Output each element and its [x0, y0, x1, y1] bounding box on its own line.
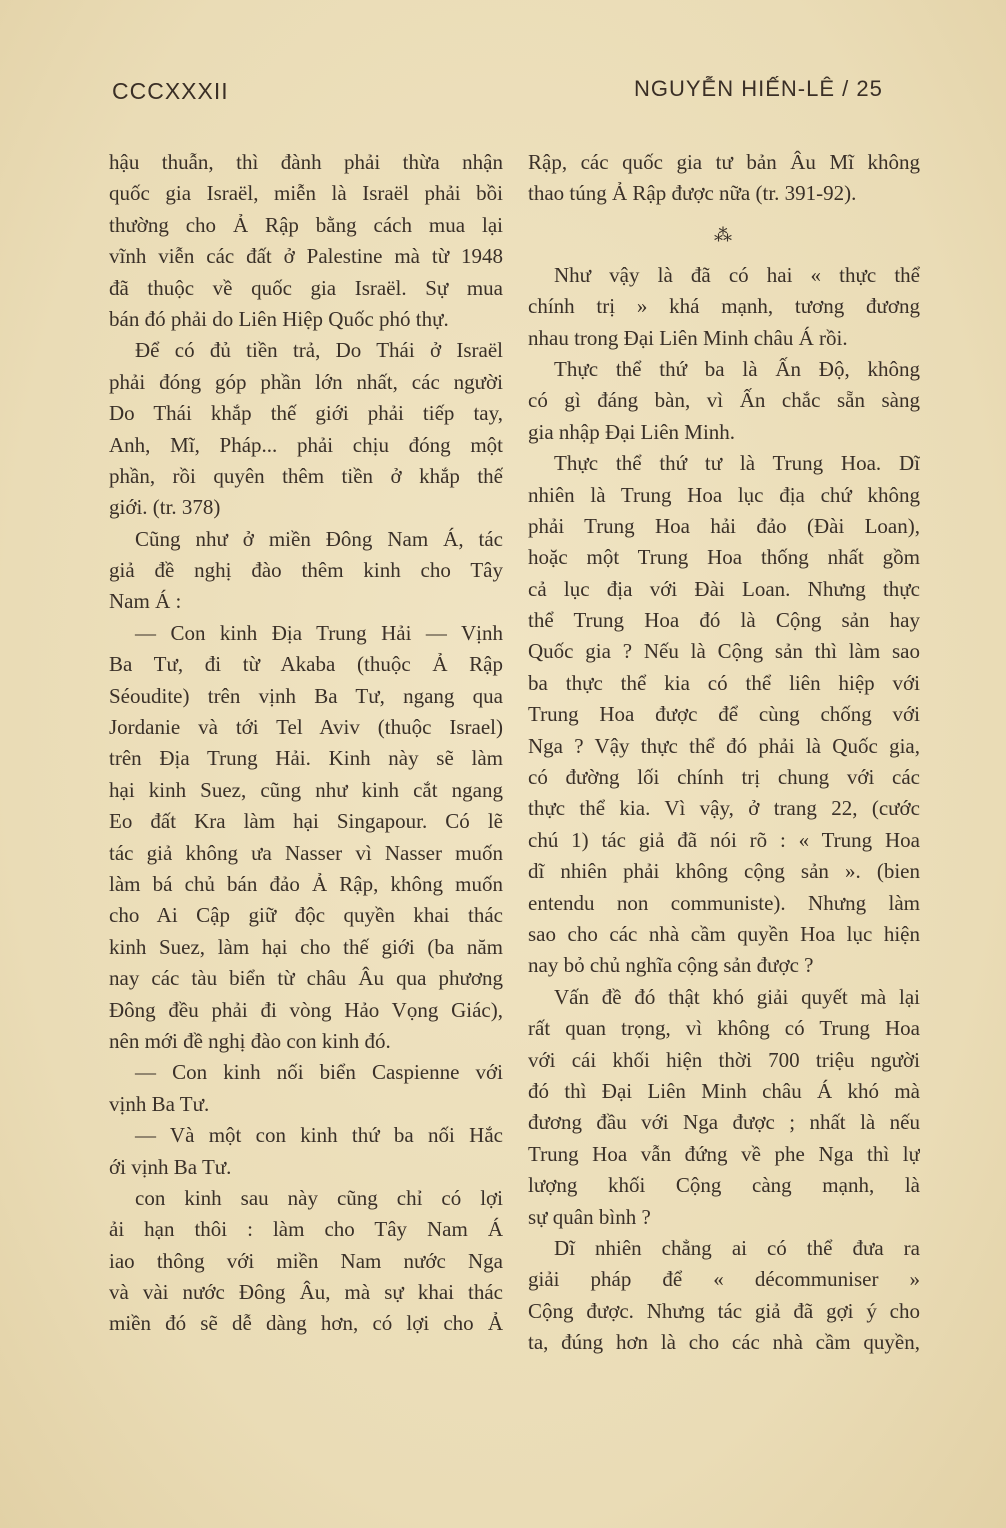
- text-line: giới. (tr. 378): [109, 495, 221, 520]
- text-line: ta, đúng hơn là cho các nhà cầm quyền,: [528, 1330, 920, 1355]
- text-line: Thực thể thứ tư là Trung Hoa. Dĩ: [554, 451, 920, 476]
- text-line: giải pháp để « décommuniser »: [528, 1267, 920, 1292]
- text-line: vĩnh viễn các đất ở Palestine mà từ 1948: [109, 244, 503, 269]
- text-line: Đông đều phải đi vòng Hảo Vọng Giác),: [109, 997, 503, 1022]
- text-line: Séoudite) trên vịnh Ba Tư, ngang qua: [109, 683, 503, 708]
- text-line: Jordanie và tới Tel Aviv (thuộc Israel): [109, 715, 503, 740]
- text-line: dĩ nhiên phải không cộng sản ». (bien: [528, 859, 920, 884]
- text-line: entendu non communiste). Nhưng làm: [528, 890, 920, 915]
- text-line: giả đề nghị đào thêm kinh cho Tây: [109, 558, 503, 583]
- text-line: vịnh Ba Tư.: [109, 1091, 210, 1116]
- text-line: ba thực thể kia có thể liên hiệp với: [528, 670, 920, 695]
- text-line: miền đó sẽ dễ dàng hơn, có lợi cho Ả: [109, 1311, 503, 1336]
- text-line: — Con kinh Địa Trung Hải — Vịnh: [135, 620, 503, 645]
- left-column: [109, 147, 503, 1340]
- text-line: Dĩ nhiên chẳng ai có thể đưa ra: [554, 1235, 920, 1260]
- text-line: gia nhập Đại Liên Minh.: [528, 419, 736, 444]
- right-column: [528, 147, 920, 1358]
- page-header-right: NGUYỄN HIẾN-LÊ / 25: [634, 76, 883, 101]
- text-line: hoặc một Trung Hoa thống nhất gồm: [528, 545, 920, 570]
- text-line: Eo đất Kra làm hại Singapour. Có lẽ: [109, 809, 503, 834]
- text-line: tác giả không ưa Nasser vì Nasser muốn: [109, 840, 503, 865]
- text-line: Vấn đề đó thật khó giải quyết mà lại: [554, 984, 920, 1009]
- text-line: nhau trong Đại Liên Minh châu Á rồi.: [528, 325, 848, 350]
- text-line: có đường lối chính trị chung với các: [528, 765, 920, 790]
- text-line: con kinh sau này cũng chỉ có lợi: [135, 1185, 503, 1210]
- text-line: với cái khối hiện thời 700 triệu người: [528, 1047, 920, 1072]
- text-line: hại kinh Suez, cũng như kinh cắt ngang: [109, 777, 503, 802]
- text-line: sao cho các nhà cầm quyền Hoa lục hiện: [528, 921, 920, 946]
- text-line: Trung Hoa vẫn đứng về phe Nga thì lự: [528, 1141, 920, 1166]
- text-line: có gì đáng bàn, vì Ấn chắc sẵn sàng: [528, 388, 920, 413]
- text-line: nên mới đề nghị đào con kinh đó.: [109, 1028, 391, 1053]
- right-column-bottom-text: [528, 260, 920, 1359]
- section-separator: ⁂: [714, 224, 734, 245]
- text-line: rất quan trọng, vì không có Trung Hoa: [528, 1016, 920, 1041]
- text-line: thao túng Ả Rập được nữa (tr. 391-92).: [528, 181, 857, 206]
- text-line: và vài nước Đông Âu, mà sự khai thác: [109, 1280, 503, 1305]
- text-line: phần, rồi quyên thêm tiền ở khắp thế: [109, 463, 503, 488]
- text-line: kinh Suez, làm hại cho thế giới (ba năm: [109, 934, 503, 959]
- text-line: sự quân bình ?: [528, 1204, 651, 1229]
- text-line: trên Địa Trung Hải. Kinh này sẽ làm: [109, 746, 503, 771]
- text-line: thực thể kia. Vì vậy, ở trang 22, (cước: [528, 796, 920, 821]
- text-line: ải hạn thôi : làm cho Tây Nam Á: [109, 1217, 503, 1242]
- text-line: cho Ai Cập giữ độc quyền khai thác: [109, 903, 503, 928]
- text-line: Trung Hoa được để cùng chống với: [528, 702, 920, 727]
- text-line: phải Trung Hoa hải đảo (Đài Loan),: [528, 513, 920, 538]
- text-line: phải đóng góp phần lớn nhất, các người: [109, 369, 503, 394]
- text-line: chính trị » khá mạnh, tương đương: [528, 294, 920, 319]
- text-line: làm bá chủ bán đảo Ả Rập, không muốn: [109, 871, 503, 896]
- text-line: Cũng như ở miền Đông Nam Á, tác: [135, 526, 503, 551]
- text-line: hậu thuẫn, thì đành phải thừa nhận: [109, 150, 503, 174]
- text-line: Cộng được. Nhưng tác giả đã gợi ý cho: [528, 1298, 920, 1323]
- text-line: nay bỏ chủ nghĩa cộng sản được ?: [528, 953, 814, 978]
- text-line: — Con kinh nối biển Caspienne với: [135, 1060, 503, 1085]
- page-header-left: CCCXXXII: [112, 78, 229, 104]
- text-line: đó thì Đại Liên Minh châu Á khó mà: [528, 1078, 920, 1103]
- text-line: cả lục địa với Đài Loan. Nhưng thực: [528, 576, 920, 601]
- text-line: lượng khối Cộng càng mạnh, là: [528, 1173, 920, 1198]
- text-line: Nam Á :: [109, 589, 182, 614]
- text-line: ới vịnh Ba Tư.: [109, 1154, 232, 1179]
- text-line: Do Thái khắp thế giới phải tiếp tay,: [109, 401, 503, 426]
- text-line: nhiên là Trung Hoa lục địa chứ không: [528, 482, 920, 507]
- text-line: quốc gia Israël, miễn là Israël phải bồi: [109, 181, 503, 206]
- text-line: Ba Tư, đi từ Akaba (thuộc Ả Rập: [109, 652, 503, 677]
- text-line: — Và một con kinh thứ ba nối Hắc: [135, 1123, 503, 1148]
- text-line: bán đó phải do Liên Hiệp Quốc phó thự.: [109, 306, 449, 331]
- text-line: Rập, các quốc gia tư bản Âu Mĩ không: [528, 150, 920, 174]
- text-line: đương đầu với Nga được ; nhất là nếu: [528, 1110, 920, 1135]
- text-line: iao thông với miền Nam nước Nga: [109, 1248, 503, 1273]
- text-line: Như vậy là đã có hai « thực thể: [554, 262, 920, 287]
- text-line: chú 1) tác giả đã nói rõ : « Trung Hoa: [528, 827, 920, 852]
- text-line: Thực thể thứ ba là Ấn Độ, không: [554, 356, 920, 381]
- text-line: thường cho Ả Rập bằng cách mua lại: [109, 212, 503, 237]
- text-line: đã thuộc về quốc gia Israël. Sự mua: [109, 275, 503, 300]
- text-line: Anh, Mĩ, Pháp... phải chịu đóng một: [109, 432, 503, 457]
- text-line: Nga ? Vậy thực thể đó phải là Quốc gia,: [528, 733, 920, 758]
- right-column-top-text: [528, 147, 920, 210]
- text-line: thể Trung Hoa đó là Cộng sản hay: [528, 608, 920, 633]
- text-line: Quốc gia ? Nếu là Cộng sản thì làm sao: [528, 639, 920, 664]
- text-line: nay các tàu biển từ châu Âu qua phương: [109, 966, 503, 991]
- text-line: Để có đủ tiền trả, Do Thái ở Israël: [135, 338, 503, 363]
